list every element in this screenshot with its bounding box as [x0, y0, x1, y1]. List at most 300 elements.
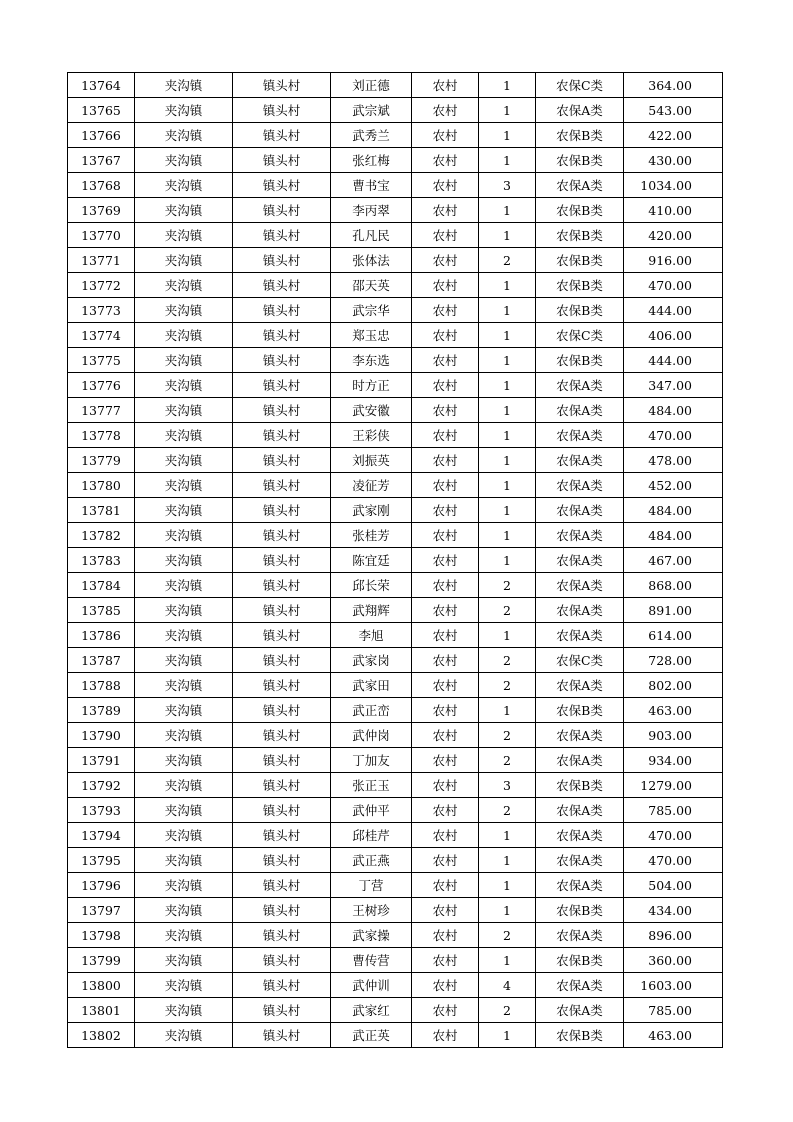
household-count-cell: 3: [479, 173, 536, 198]
area-type-cell: 农村: [412, 723, 479, 748]
table-row: [68, 573, 723, 598]
village-cell: 镇头村: [233, 973, 331, 998]
town-cell: 夹沟镇: [135, 398, 233, 423]
amount-cell: 347.00: [624, 373, 723, 398]
name-cell: 曹书宝: [331, 173, 412, 198]
record-id-cell: 13802: [68, 1023, 135, 1048]
name-cell: 张正玉: [331, 773, 412, 798]
table-row: [68, 948, 723, 973]
category-cell: 农保A类: [536, 748, 624, 773]
village-cell: 镇头村: [233, 723, 331, 748]
village-cell: 镇头村: [233, 298, 331, 323]
area-type-cell: 农村: [412, 823, 479, 848]
record-id-cell: 13767: [68, 148, 135, 173]
area-type-cell: 农村: [412, 1023, 479, 1048]
town-cell: 夹沟镇: [135, 873, 233, 898]
record-id-cell: 13781: [68, 498, 135, 523]
area-type-cell: 农村: [412, 748, 479, 773]
amount-cell: 896.00: [624, 923, 723, 948]
name-cell: 王树珍: [331, 898, 412, 923]
town-cell: 夹沟镇: [135, 973, 233, 998]
category-cell: 农保A类: [536, 448, 624, 473]
table-row: [68, 148, 723, 173]
area-type-cell: 农村: [412, 973, 479, 998]
category-cell: 农保B类: [536, 223, 624, 248]
town-cell: 夹沟镇: [135, 748, 233, 773]
town-cell: 夹沟镇: [135, 123, 233, 148]
table-row: [68, 123, 723, 148]
household-count-cell: 1: [479, 498, 536, 523]
area-type-cell: 农村: [412, 248, 479, 273]
area-type-cell: 农村: [412, 548, 479, 573]
household-count-cell: 1: [479, 548, 536, 573]
table-row: [68, 373, 723, 398]
household-count-cell: 1: [479, 98, 536, 123]
town-cell: 夹沟镇: [135, 723, 233, 748]
household-count-cell: 1: [479, 473, 536, 498]
village-cell: 镇头村: [233, 573, 331, 598]
town-cell: 夹沟镇: [135, 448, 233, 473]
category-cell: 农保A类: [536, 673, 624, 698]
name-cell: 邱长荣: [331, 573, 412, 598]
amount-cell: 728.00: [624, 648, 723, 673]
area-type-cell: 农村: [412, 848, 479, 873]
category-cell: 农保C类: [536, 323, 624, 348]
village-cell: 镇头村: [233, 473, 331, 498]
village-cell: 镇头村: [233, 98, 331, 123]
amount-cell: 430.00: [624, 148, 723, 173]
village-cell: 镇头村: [233, 423, 331, 448]
town-cell: 夹沟镇: [135, 173, 233, 198]
village-cell: 镇头村: [233, 748, 331, 773]
amount-cell: 484.00: [624, 498, 723, 523]
name-cell: 武宗斌: [331, 98, 412, 123]
area-type-cell: 农村: [412, 898, 479, 923]
category-cell: 农保A类: [536, 548, 624, 573]
name-cell: 武家操: [331, 923, 412, 948]
table-row: [68, 648, 723, 673]
town-cell: 夹沟镇: [135, 598, 233, 623]
town-cell: 夹沟镇: [135, 898, 233, 923]
amount-cell: 422.00: [624, 123, 723, 148]
area-type-cell: 农村: [412, 98, 479, 123]
household-count-cell: 1: [479, 823, 536, 848]
household-count-cell: 1: [479, 523, 536, 548]
category-cell: 农保B类: [536, 248, 624, 273]
area-type-cell: 农村: [412, 998, 479, 1023]
household-count-cell: 1: [479, 873, 536, 898]
household-count-cell: 2: [479, 673, 536, 698]
town-cell: 夹沟镇: [135, 473, 233, 498]
amount-cell: 406.00: [624, 323, 723, 348]
record-id-cell: 13770: [68, 223, 135, 248]
record-id-cell: 13766: [68, 123, 135, 148]
table-row: [68, 873, 723, 898]
town-cell: 夹沟镇: [135, 298, 233, 323]
name-cell: 丁加友: [331, 748, 412, 773]
category-cell: 农保B类: [536, 773, 624, 798]
area-type-cell: 农村: [412, 273, 479, 298]
village-cell: 镇头村: [233, 623, 331, 648]
table-row: [68, 848, 723, 873]
name-cell: 武秀兰: [331, 123, 412, 148]
area-type-cell: 农村: [412, 948, 479, 973]
record-id-cell: 13764: [68, 73, 135, 98]
name-cell: 陈宜廷: [331, 548, 412, 573]
name-cell: 邵天英: [331, 273, 412, 298]
category-cell: 农保A类: [536, 373, 624, 398]
area-type-cell: 农村: [412, 498, 479, 523]
record-id-cell: 13779: [68, 448, 135, 473]
village-cell: 镇头村: [233, 323, 331, 348]
category-cell: 农保C类: [536, 73, 624, 98]
category-cell: 农保B类: [536, 898, 624, 923]
record-id-cell: 13788: [68, 673, 135, 698]
table-row: [68, 323, 723, 348]
category-cell: 农保A类: [536, 598, 624, 623]
record-id-cell: 13765: [68, 98, 135, 123]
town-cell: 夹沟镇: [135, 423, 233, 448]
area-type-cell: 农村: [412, 423, 479, 448]
village-cell: 镇头村: [233, 798, 331, 823]
town-cell: 夹沟镇: [135, 548, 233, 573]
name-cell: 武安徽: [331, 398, 412, 423]
household-count-cell: 1: [479, 848, 536, 873]
table-row: [68, 473, 723, 498]
area-type-cell: 农村: [412, 598, 479, 623]
village-cell: 镇头村: [233, 848, 331, 873]
town-cell: 夹沟镇: [135, 273, 233, 298]
table-row: [68, 398, 723, 423]
category-cell: 农保B类: [536, 698, 624, 723]
name-cell: 武正燕: [331, 848, 412, 873]
name-cell: 郑玉忠: [331, 323, 412, 348]
household-count-cell: 1: [479, 123, 536, 148]
amount-cell: 1279.00: [624, 773, 723, 798]
town-cell: 夹沟镇: [135, 523, 233, 548]
table-row: [68, 298, 723, 323]
name-cell: 武家田: [331, 673, 412, 698]
category-cell: 农保A类: [536, 623, 624, 648]
records-body: [68, 73, 723, 1048]
table-row: [68, 998, 723, 1023]
area-type-cell: 农村: [412, 173, 479, 198]
household-count-cell: 4: [479, 973, 536, 998]
record-id-cell: 13789: [68, 698, 135, 723]
household-count-cell: 2: [479, 748, 536, 773]
table-row: [68, 723, 723, 748]
table-row: [68, 173, 723, 198]
town-cell: 夹沟镇: [135, 648, 233, 673]
household-count-cell: 1: [479, 898, 536, 923]
household-count-cell: 1: [479, 273, 536, 298]
category-cell: 农保A类: [536, 723, 624, 748]
village-cell: 镇头村: [233, 598, 331, 623]
amount-cell: 463.00: [624, 1023, 723, 1048]
area-type-cell: 农村: [412, 698, 479, 723]
name-cell: 武正峦: [331, 698, 412, 723]
village-cell: 镇头村: [233, 398, 331, 423]
record-id-cell: 13796: [68, 873, 135, 898]
record-id-cell: 13786: [68, 623, 135, 648]
town-cell: 夹沟镇: [135, 848, 233, 873]
town-cell: 夹沟镇: [135, 148, 233, 173]
name-cell: 武宗华: [331, 298, 412, 323]
name-cell: 张体法: [331, 248, 412, 273]
household-count-cell: 1: [479, 398, 536, 423]
record-id-cell: 13791: [68, 748, 135, 773]
category-cell: 农保A类: [536, 823, 624, 848]
record-id-cell: 13793: [68, 798, 135, 823]
record-id-cell: 13783: [68, 548, 135, 573]
category-cell: 农保A类: [536, 798, 624, 823]
name-cell: 武仲岗: [331, 723, 412, 748]
record-id-cell: 13778: [68, 423, 135, 448]
name-cell: 武家岗: [331, 648, 412, 673]
town-cell: 夹沟镇: [135, 573, 233, 598]
amount-cell: 916.00: [624, 248, 723, 273]
village-cell: 镇头村: [233, 698, 331, 723]
town-cell: 夹沟镇: [135, 98, 233, 123]
category-cell: 农保A类: [536, 423, 624, 448]
amount-cell: 484.00: [624, 523, 723, 548]
town-cell: 夹沟镇: [135, 323, 233, 348]
category-cell: 农保A类: [536, 973, 624, 998]
area-type-cell: 农村: [412, 73, 479, 98]
table-row: [68, 598, 723, 623]
category-cell: 农保A类: [536, 498, 624, 523]
name-cell: 张红梅: [331, 148, 412, 173]
amount-cell: 934.00: [624, 748, 723, 773]
village-cell: 镇头村: [233, 523, 331, 548]
record-id-cell: 13801: [68, 998, 135, 1023]
town-cell: 夹沟镇: [135, 823, 233, 848]
village-cell: 镇头村: [233, 373, 331, 398]
household-count-cell: 1: [479, 223, 536, 248]
record-id-cell: 13780: [68, 473, 135, 498]
area-type-cell: 农村: [412, 573, 479, 598]
town-cell: 夹沟镇: [135, 948, 233, 973]
village-cell: 镇头村: [233, 273, 331, 298]
table-row: [68, 73, 723, 98]
area-type-cell: 农村: [412, 523, 479, 548]
village-cell: 镇头村: [233, 673, 331, 698]
village-cell: 镇头村: [233, 448, 331, 473]
category-cell: 农保B类: [536, 273, 624, 298]
amount-cell: 543.00: [624, 98, 723, 123]
table-row: [68, 1023, 723, 1048]
area-type-cell: 农村: [412, 223, 479, 248]
household-count-cell: 2: [479, 923, 536, 948]
area-type-cell: 农村: [412, 398, 479, 423]
category-cell: 农保A类: [536, 173, 624, 198]
table-row: [68, 748, 723, 773]
area-type-cell: 农村: [412, 298, 479, 323]
table-row: [68, 498, 723, 523]
records-table: [67, 72, 723, 1048]
amount-cell: 868.00: [624, 573, 723, 598]
town-cell: 夹沟镇: [135, 623, 233, 648]
amount-cell: 484.00: [624, 398, 723, 423]
name-cell: 曹传营: [331, 948, 412, 973]
area-type-cell: 农村: [412, 648, 479, 673]
category-cell: 农保A类: [536, 873, 624, 898]
amount-cell: 470.00: [624, 273, 723, 298]
category-cell: 农保B类: [536, 148, 624, 173]
household-count-cell: 1: [479, 348, 536, 373]
name-cell: 李丙翠: [331, 198, 412, 223]
amount-cell: 420.00: [624, 223, 723, 248]
amount-cell: 504.00: [624, 873, 723, 898]
town-cell: 夹沟镇: [135, 348, 233, 373]
name-cell: 邱桂芹: [331, 823, 412, 848]
name-cell: 武家红: [331, 998, 412, 1023]
record-id-cell: 13798: [68, 923, 135, 948]
amount-cell: 470.00: [624, 823, 723, 848]
category-cell: 农保B类: [536, 948, 624, 973]
household-count-cell: 1: [479, 298, 536, 323]
household-count-cell: 1: [479, 623, 536, 648]
table-row: [68, 798, 723, 823]
record-id-cell: 13771: [68, 248, 135, 273]
household-count-cell: 2: [479, 598, 536, 623]
category-cell: 农保A类: [536, 398, 624, 423]
record-id-cell: 13777: [68, 398, 135, 423]
amount-cell: 444.00: [624, 298, 723, 323]
amount-cell: 452.00: [624, 473, 723, 498]
village-cell: 镇头村: [233, 873, 331, 898]
household-count-cell: 1: [479, 148, 536, 173]
town-cell: 夹沟镇: [135, 248, 233, 273]
household-count-cell: 2: [479, 248, 536, 273]
amount-cell: 463.00: [624, 698, 723, 723]
record-id-cell: 13799: [68, 948, 135, 973]
village-cell: 镇头村: [233, 773, 331, 798]
area-type-cell: 农村: [412, 773, 479, 798]
town-cell: 夹沟镇: [135, 923, 233, 948]
village-cell: 镇头村: [233, 648, 331, 673]
category-cell: 农保A类: [536, 923, 624, 948]
record-id-cell: 13775: [68, 348, 135, 373]
category-cell: 农保A类: [536, 98, 624, 123]
household-count-cell: 1: [479, 1023, 536, 1048]
record-id-cell: 13774: [68, 323, 135, 348]
village-cell: 镇头村: [233, 823, 331, 848]
household-count-cell: 2: [479, 573, 536, 598]
amount-cell: 434.00: [624, 898, 723, 923]
table-row: [68, 448, 723, 473]
record-id-cell: 13795: [68, 848, 135, 873]
name-cell: 刘振英: [331, 448, 412, 473]
category-cell: 农保C类: [536, 648, 624, 673]
category-cell: 农保B类: [536, 348, 624, 373]
amount-cell: 785.00: [624, 798, 723, 823]
area-type-cell: 农村: [412, 673, 479, 698]
amount-cell: 785.00: [624, 998, 723, 1023]
household-count-cell: 1: [479, 373, 536, 398]
amount-cell: 1603.00: [624, 973, 723, 998]
area-type-cell: 农村: [412, 123, 479, 148]
town-cell: 夹沟镇: [135, 798, 233, 823]
table-row: [68, 623, 723, 648]
amount-cell: 891.00: [624, 598, 723, 623]
table-row: [68, 198, 723, 223]
table-row: [68, 423, 723, 448]
name-cell: 孔凡民: [331, 223, 412, 248]
town-cell: 夹沟镇: [135, 498, 233, 523]
category-cell: 农保B类: [536, 123, 624, 148]
village-cell: 镇头村: [233, 148, 331, 173]
town-cell: 夹沟镇: [135, 1023, 233, 1048]
town-cell: 夹沟镇: [135, 198, 233, 223]
table-row: [68, 548, 723, 573]
village-cell: 镇头村: [233, 1023, 331, 1048]
name-cell: 武正英: [331, 1023, 412, 1048]
name-cell: 武仲训: [331, 973, 412, 998]
area-type-cell: 农村: [412, 348, 479, 373]
table-row: [68, 898, 723, 923]
household-count-cell: 1: [479, 698, 536, 723]
village-cell: 镇头村: [233, 223, 331, 248]
record-id-cell: 13776: [68, 373, 135, 398]
household-count-cell: 2: [479, 998, 536, 1023]
area-type-cell: 农村: [412, 198, 479, 223]
town-cell: 夹沟镇: [135, 673, 233, 698]
amount-cell: 470.00: [624, 423, 723, 448]
village-cell: 镇头村: [233, 123, 331, 148]
area-type-cell: 农村: [412, 373, 479, 398]
table-row: [68, 773, 723, 798]
name-cell: 凌征芳: [331, 473, 412, 498]
category-cell: 农保A类: [536, 998, 624, 1023]
household-count-cell: 1: [479, 448, 536, 473]
area-type-cell: 农村: [412, 473, 479, 498]
name-cell: 李东选: [331, 348, 412, 373]
name-cell: 刘正德: [331, 73, 412, 98]
household-count-cell: 1: [479, 423, 536, 448]
village-cell: 镇头村: [233, 198, 331, 223]
area-type-cell: 农村: [412, 323, 479, 348]
area-type-cell: 农村: [412, 148, 479, 173]
name-cell: 时方正: [331, 373, 412, 398]
household-count-cell: 1: [479, 948, 536, 973]
amount-cell: 360.00: [624, 948, 723, 973]
area-type-cell: 农村: [412, 923, 479, 948]
household-count-cell: 2: [479, 723, 536, 748]
table-row: [68, 823, 723, 848]
table-row: [68, 223, 723, 248]
amount-cell: 802.00: [624, 673, 723, 698]
amount-cell: 478.00: [624, 448, 723, 473]
name-cell: 丁营: [331, 873, 412, 898]
record-id-cell: 13785: [68, 598, 135, 623]
household-count-cell: 1: [479, 73, 536, 98]
amount-cell: 470.00: [624, 848, 723, 873]
category-cell: 农保B类: [536, 198, 624, 223]
village-cell: 镇头村: [233, 173, 331, 198]
household-count-cell: 2: [479, 648, 536, 673]
table-row: [68, 673, 723, 698]
name-cell: 武翔辉: [331, 598, 412, 623]
amount-cell: 444.00: [624, 348, 723, 373]
table-row: [68, 523, 723, 548]
area-type-cell: 农村: [412, 798, 479, 823]
town-cell: 夹沟镇: [135, 373, 233, 398]
table-row: [68, 698, 723, 723]
category-cell: 农保B类: [536, 1023, 624, 1048]
amount-cell: 364.00: [624, 73, 723, 98]
record-id-cell: 13792: [68, 773, 135, 798]
